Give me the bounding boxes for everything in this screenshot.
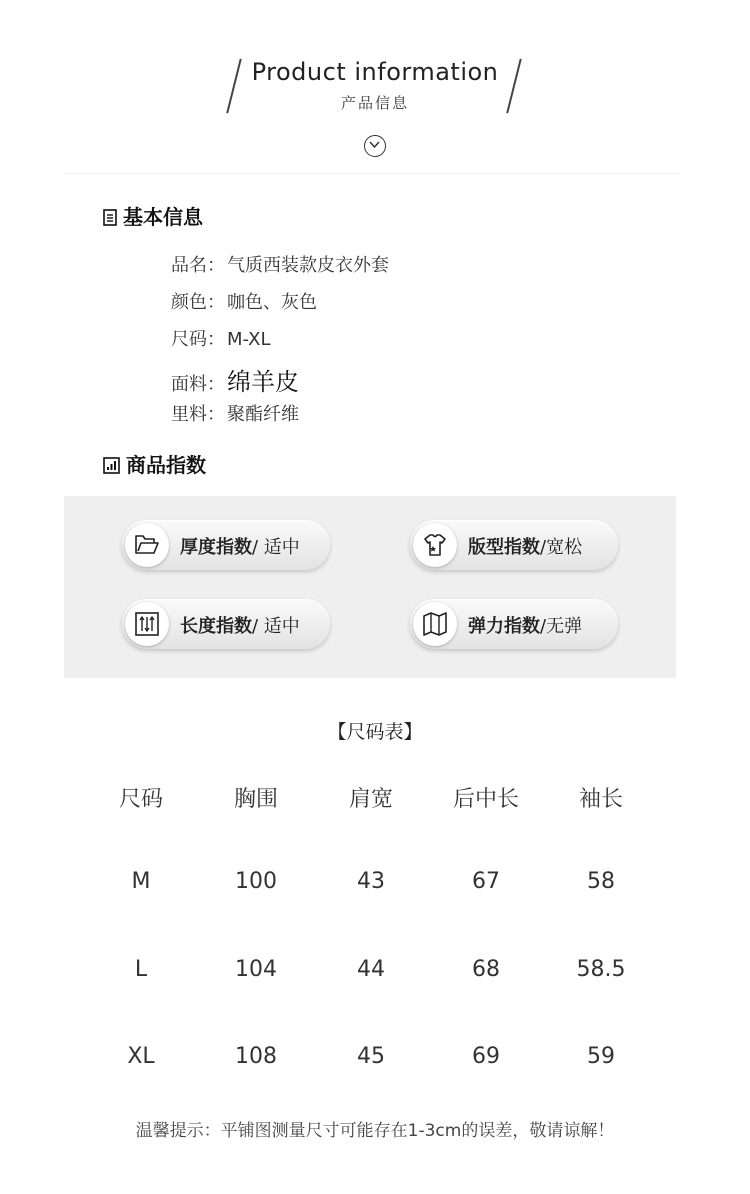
- table-cell: 45: [357, 1044, 385, 1069]
- table-cell: 58.5: [576, 957, 626, 982]
- index-value: / 适中: [252, 537, 300, 558]
- table-header: 后中长: [452, 787, 519, 812]
- section-basic-info: [103, 201, 203, 231]
- document-icon: [103, 207, 117, 231]
- info-label: 颜色：: [171, 292, 225, 313]
- table-cell: M: [131, 869, 151, 894]
- info-row-lining: [171, 400, 299, 426]
- length-icon: [125, 602, 169, 646]
- table-cell: 108: [235, 1044, 277, 1069]
- index-value: / 适中: [252, 616, 300, 637]
- section-title: 商品指数: [126, 453, 206, 477]
- info-value: 气质西装款皮衣外套: [227, 255, 389, 276]
- table-cell: L: [134, 957, 148, 982]
- bar-chart-icon: [103, 455, 120, 479]
- table-cell: XL: [127, 1044, 155, 1069]
- index-panel: [64, 496, 676, 678]
- info-label: 品名：: [171, 255, 225, 276]
- table-header: 肩宽: [348, 787, 393, 812]
- info-value: 绵羊皮: [227, 368, 299, 396]
- info-label: 面料：: [171, 374, 225, 395]
- section-product-index: [103, 449, 206, 479]
- table-cell: 69: [472, 1044, 500, 1069]
- title-en: Product information: [251, 58, 499, 86]
- info-row-fabric: [171, 362, 299, 397]
- index-fit: [410, 520, 618, 570]
- divider: [64, 173, 678, 174]
- table-header: 尺码: [118, 787, 163, 812]
- tshirt-icon: [413, 523, 457, 567]
- info-value: 咖色、灰色: [227, 292, 317, 313]
- title-cn: 产品信息: [340, 94, 409, 112]
- table-header: 胸围: [233, 787, 278, 812]
- info-label: 里料：: [171, 404, 225, 425]
- size-table-caption: 【尺码表】: [327, 721, 423, 743]
- table-cell: 67: [472, 869, 500, 894]
- info-row-name: [171, 251, 389, 277]
- table-cell: 104: [235, 957, 277, 982]
- chevron-down-icon: [364, 135, 386, 157]
- table-cell: 43: [357, 869, 385, 894]
- index-thickness: [122, 520, 330, 570]
- table-cell: 68: [472, 957, 500, 982]
- info-row-color: [171, 288, 317, 314]
- index-value: /宽松: [540, 537, 583, 558]
- info-row-size: [171, 325, 271, 351]
- folder-icon: [125, 523, 169, 567]
- index-length: [122, 599, 330, 649]
- info-value: M-XL: [227, 329, 271, 350]
- table-cell: 58: [587, 869, 615, 894]
- index-name: 弹力指数: [468, 616, 540, 637]
- index-name: 长度指数: [180, 616, 252, 637]
- measurement-note: 温馨提示：平铺图测量尺寸可能存在1-3cm的误差，敬请谅解！: [135, 1121, 615, 1141]
- map-icon: [413, 602, 457, 646]
- info-value: 聚酯纤维: [227, 404, 299, 425]
- table-header: 袖长: [578, 787, 623, 812]
- index-name: 厚度指数: [180, 537, 252, 558]
- table-cell: 100: [235, 869, 277, 894]
- index-value: /无弹: [540, 616, 583, 637]
- table-cell: 44: [357, 957, 385, 982]
- section-title: 基本信息: [123, 205, 203, 229]
- index-name: 版型指数: [468, 537, 540, 558]
- info-label: 尺码：: [171, 329, 225, 350]
- index-elasticity: [410, 599, 618, 649]
- table-cell: 59: [587, 1044, 615, 1069]
